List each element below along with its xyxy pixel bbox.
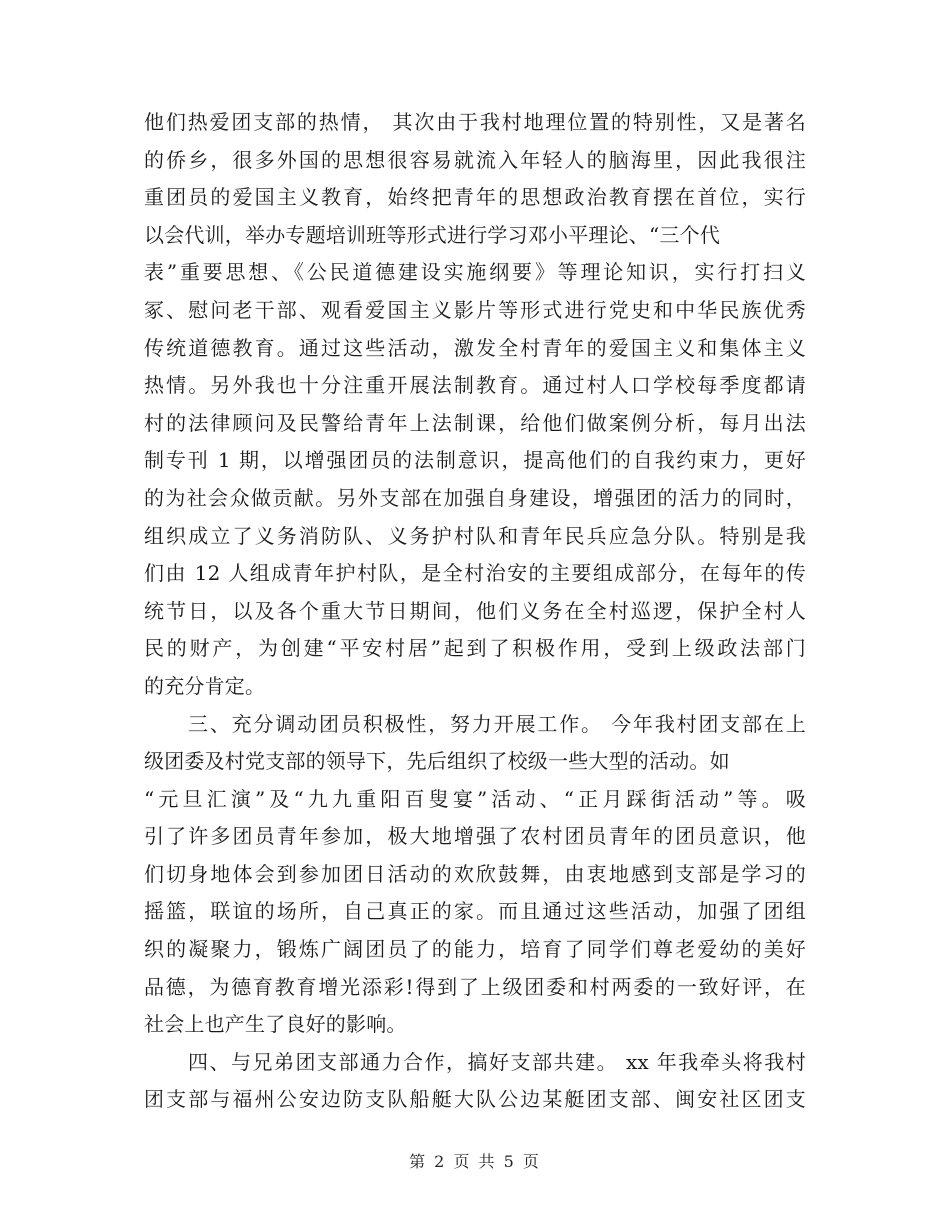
text-line: 他们热爱团支部的热情， 其次由于我村地理位置的特别性，又是著名 (144, 110, 806, 134)
text-line: 统节日，以及各个重大节日期间，他们义务在全村巡逻，保护全村人 (144, 598, 806, 623)
text-line: 热情。另外我也十分注重开展法制教育。通过村人口学校每季度都请 (144, 373, 806, 398)
text-line: “元旦汇演”及“九九重阳百叟宴”活动、“正月踩街活动”等。吸 (144, 786, 806, 811)
text-line: 团支部与福州公安边防支队船艇大队公边某艇团支部、闽安社区团支 (144, 1087, 806, 1112)
text-line: 织的凝聚力，锻炼广阔团员了的能力，培育了同学们尊老爱幼的美好 (144, 937, 806, 962)
text-line: 社会上也产生了良好的影响。 (144, 1012, 407, 1037)
text-line: 冢、慰问老干部、观看爱国主义影片等形式进行党史和中华民族优秀 (144, 297, 806, 322)
text-line: 制专刊 1 期，以增强团员的法制意识，提高他们的自我约束力，更好 (144, 448, 806, 473)
text-line: 引了许多团员青年参加，极大地增强了农村团员青年的团员意识，他 (144, 824, 806, 849)
text-line: 摇篮，联谊的场所，自己真正的家。而且通过这些活动，加强了团组 (144, 899, 806, 924)
text-line: 传统道德教育。通过这些活动，激发全村青年的爱国主义和集体主义 (144, 335, 806, 360)
text-line: 的侨乡，很多外国的思想很容易就流入年轻人的脑海里，因此我很注 (144, 147, 806, 172)
document-body (144, 104, 806, 1119)
text-line: 村的法律顾问及民警给青年上法制课，给他们做案例分析，每月出法 (144, 410, 806, 435)
text-line: 表”重要思想、《公民道德建设实施纲要》等理论知识，实行打扫义 (144, 260, 806, 285)
text-line: 三、充分调动团员积极性，努力开展工作。 今年我村团支部在上 (188, 711, 806, 736)
text-line: 的充分肯定。 (144, 673, 266, 698)
page-footer: 第 2 页 共 5 页 (409, 1152, 541, 1171)
text-line: 级团委及村党支部的领导下，先后组织了校级一些大型的活动。如 (144, 749, 730, 774)
text-line: 品德，为德育教育增光添彩!得到了上级团委和村两委的一致好评，在 (144, 974, 806, 999)
text-line: 的为社会众做贡献。另外支部在加强自身建设，增强团的活力的同时， (144, 485, 806, 510)
text-line: 民的财产，为创建“平安村居”起到了积极作用，受到上级政法部门 (144, 636, 806, 661)
text-line: 们由 12 人组成青年护村队，是全村治安的主要组成部分，在每年的传 (144, 561, 806, 586)
text-line: 重团员的爱国主义教育，始终把青年的思想政治教育摆在首位，实行 (144, 185, 806, 210)
text-line: 组织成立了义务消防队、义务护村队和青年民兵应急分队。特别是我 (144, 523, 806, 548)
text-line: 以会代训，举办专题培训班等形式进行学习邓小平理论、“三个代 (144, 222, 721, 247)
text-line: 们切身地体会到参加团日活动的欢欣鼓舞，由衷地感到支部是学习的 (144, 861, 806, 886)
text-line: 四、与兄弟团支部通力合作，搞好支部共建。 xx 年我牵头将我村 (188, 1049, 806, 1074)
